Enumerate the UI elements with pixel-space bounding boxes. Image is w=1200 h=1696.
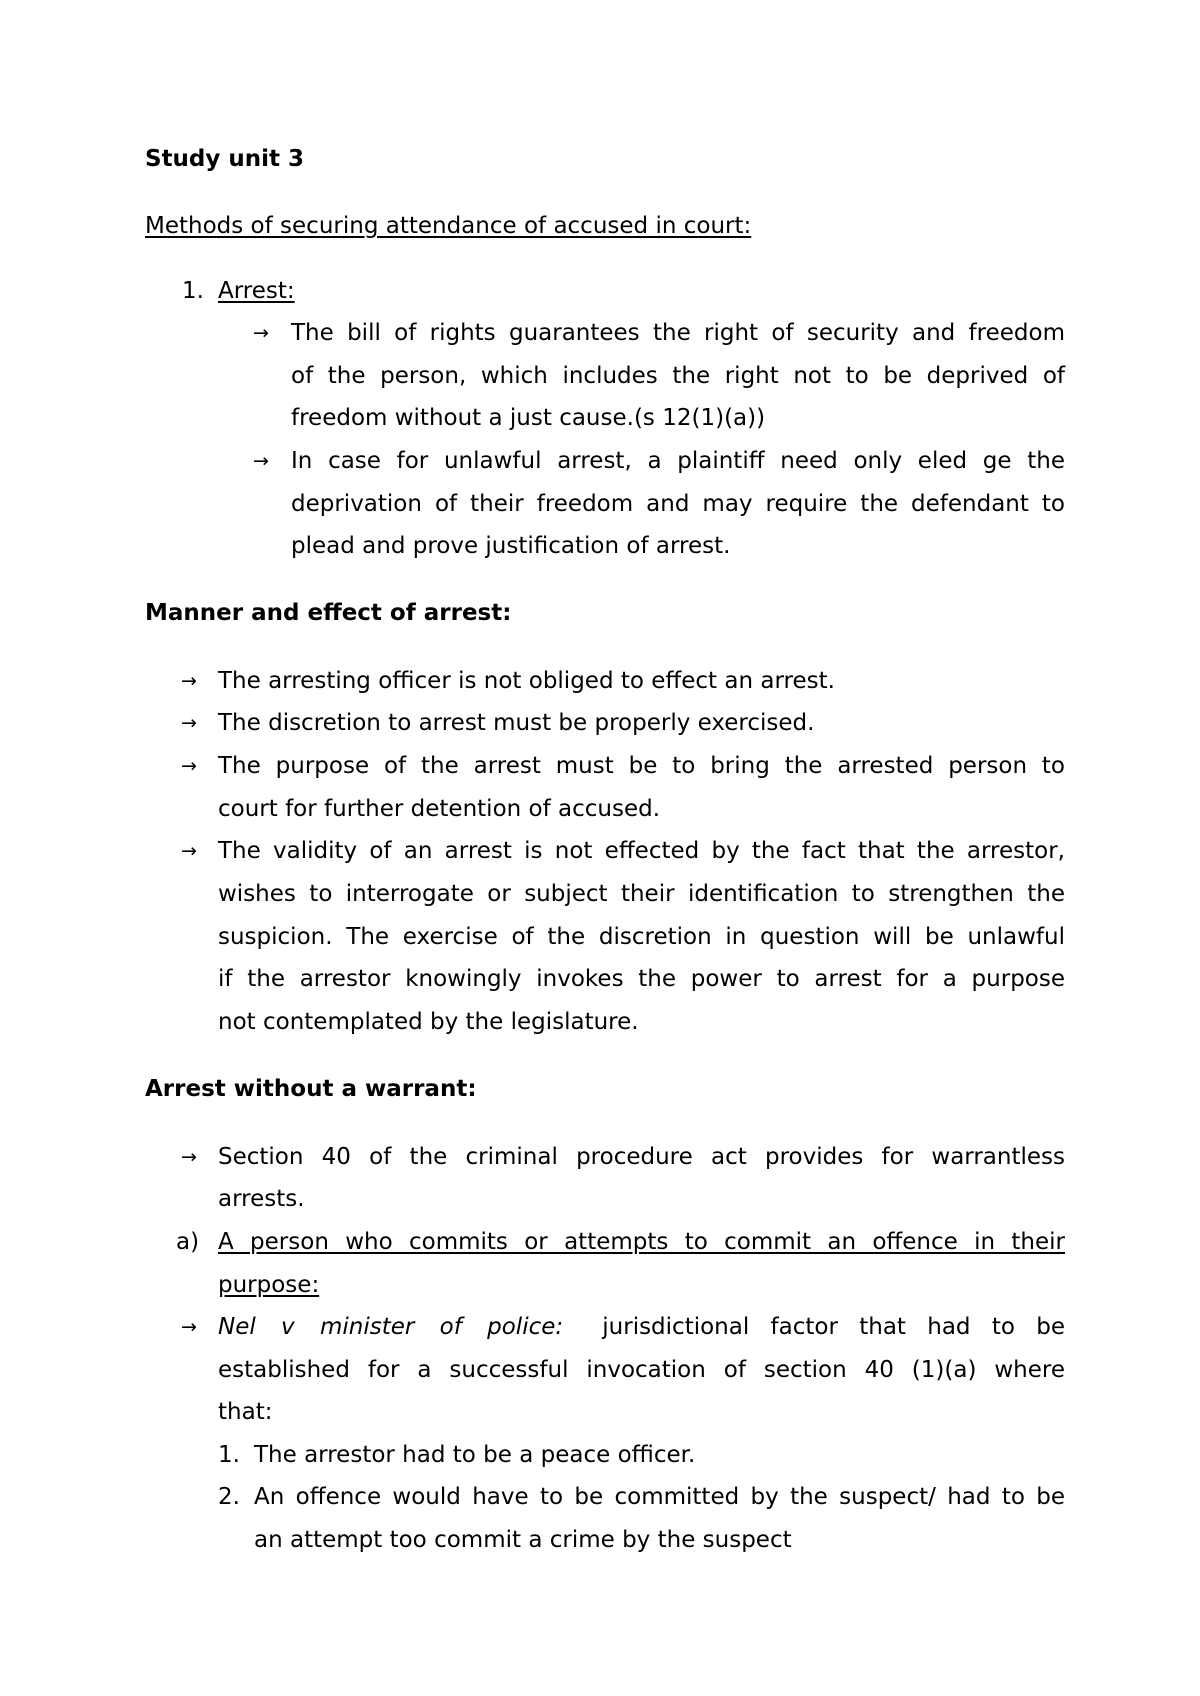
item-a-marker: a) (176, 1229, 200, 1255)
arrest-bullet-1-line-2: of the person, which includes the right not to be deprived of (291, 363, 1065, 389)
manner-bullet-2: The discretion to arrest must be properly exercised. (218, 710, 815, 736)
arrest-bullet-1-line-1: The bill of rights guarantees the right of security and freedom (291, 320, 1065, 346)
manner-bullet-3-line-1: The purpose of the arrest must be to bring the arrested person to (218, 753, 1065, 779)
arrow-icon: → (253, 450, 269, 472)
point-2-line-1: An offence would have to be committed by the suspect/ had to be (254, 1484, 1065, 1510)
arrow-icon: → (181, 755, 197, 777)
point-2-number: 2. (218, 1484, 240, 1510)
section40-line-2: arrests. (218, 1186, 305, 1212)
page-title: Study unit 3 (145, 146, 305, 172)
manner-bullet-4-line-4: if the arrestor knowingly invokes the power to arrest for a purpose (218, 966, 1065, 992)
arrow-icon: → (181, 840, 197, 862)
arrest-bullet-2-line-1: In case for unlawful arrest, a plaintiff need only eled ge the (291, 448, 1065, 474)
nel-line-2: established for a successful invocation of section 40 (1)(a) where (218, 1357, 1065, 1383)
arrest-label: Arrest: (218, 278, 295, 304)
manner-bullet-1: The arresting officer is not obliged to effect an arrest. (218, 668, 835, 694)
section40-line-1: Section 40 of the criminal procedure act provides for warrantless (218, 1144, 1065, 1170)
nel-line-1-rest: jurisdictional factor that had to be (602, 1314, 1065, 1340)
point-1-text: The arrestor had to be a peace officer. (254, 1442, 696, 1468)
manner-bullet-3-line-2: court for further detention of accused. (218, 796, 661, 822)
manner-bullet-4-line-5: not contemplated by the legislature. (218, 1009, 639, 1035)
arrest-bullet-1-line-3: freedom without a just cause.(s 12(1)(a)) (291, 405, 766, 431)
arrow-icon: → (181, 670, 197, 692)
arrow-icon: → (181, 1146, 197, 1168)
methods-heading: Methods of securing attendance of accused in court: (145, 213, 752, 239)
nel-line-1 (218, 1312, 1065, 1342)
arrow-icon: → (181, 1316, 197, 1338)
document-page (145, 0, 1065, 1696)
manner-bullet-4-line-3: suspicion. The exercise of the discretion in question will be unlawful (218, 924, 1065, 950)
manner-bullet-4-line-2: wishes to interrogate or subject their identification to strengthen the (218, 881, 1065, 907)
manner-bullet-4-line-1: The validity of an arrest is not effected by the fact that the arrestor, (218, 838, 1065, 864)
arrest-bullet-2-line-3: plead and prove justification of arrest. (291, 533, 731, 559)
manner-heading: Manner and effect of arrest: (145, 600, 512, 626)
arrest-number: 1. (182, 278, 204, 304)
warrant-heading: Arrest without a warrant: (145, 1076, 477, 1102)
point-1-number: 1. (218, 1442, 240, 1468)
point-2-line-2: an attempt too commit a crime by the suspect (254, 1527, 792, 1553)
case-name: Nel v minister of police: (218, 1314, 564, 1340)
arrow-icon: → (253, 322, 269, 344)
arrow-icon: → (181, 712, 197, 734)
item-a-line-2: purpose: (218, 1272, 320, 1298)
item-a-line-1: A person who commits or attempts to commit an offence in their (218, 1229, 1065, 1255)
arrest-bullet-2-line-2: deprivation of their freedom and may require the defendant to (291, 491, 1065, 517)
nel-line-3: that: (218, 1399, 273, 1425)
